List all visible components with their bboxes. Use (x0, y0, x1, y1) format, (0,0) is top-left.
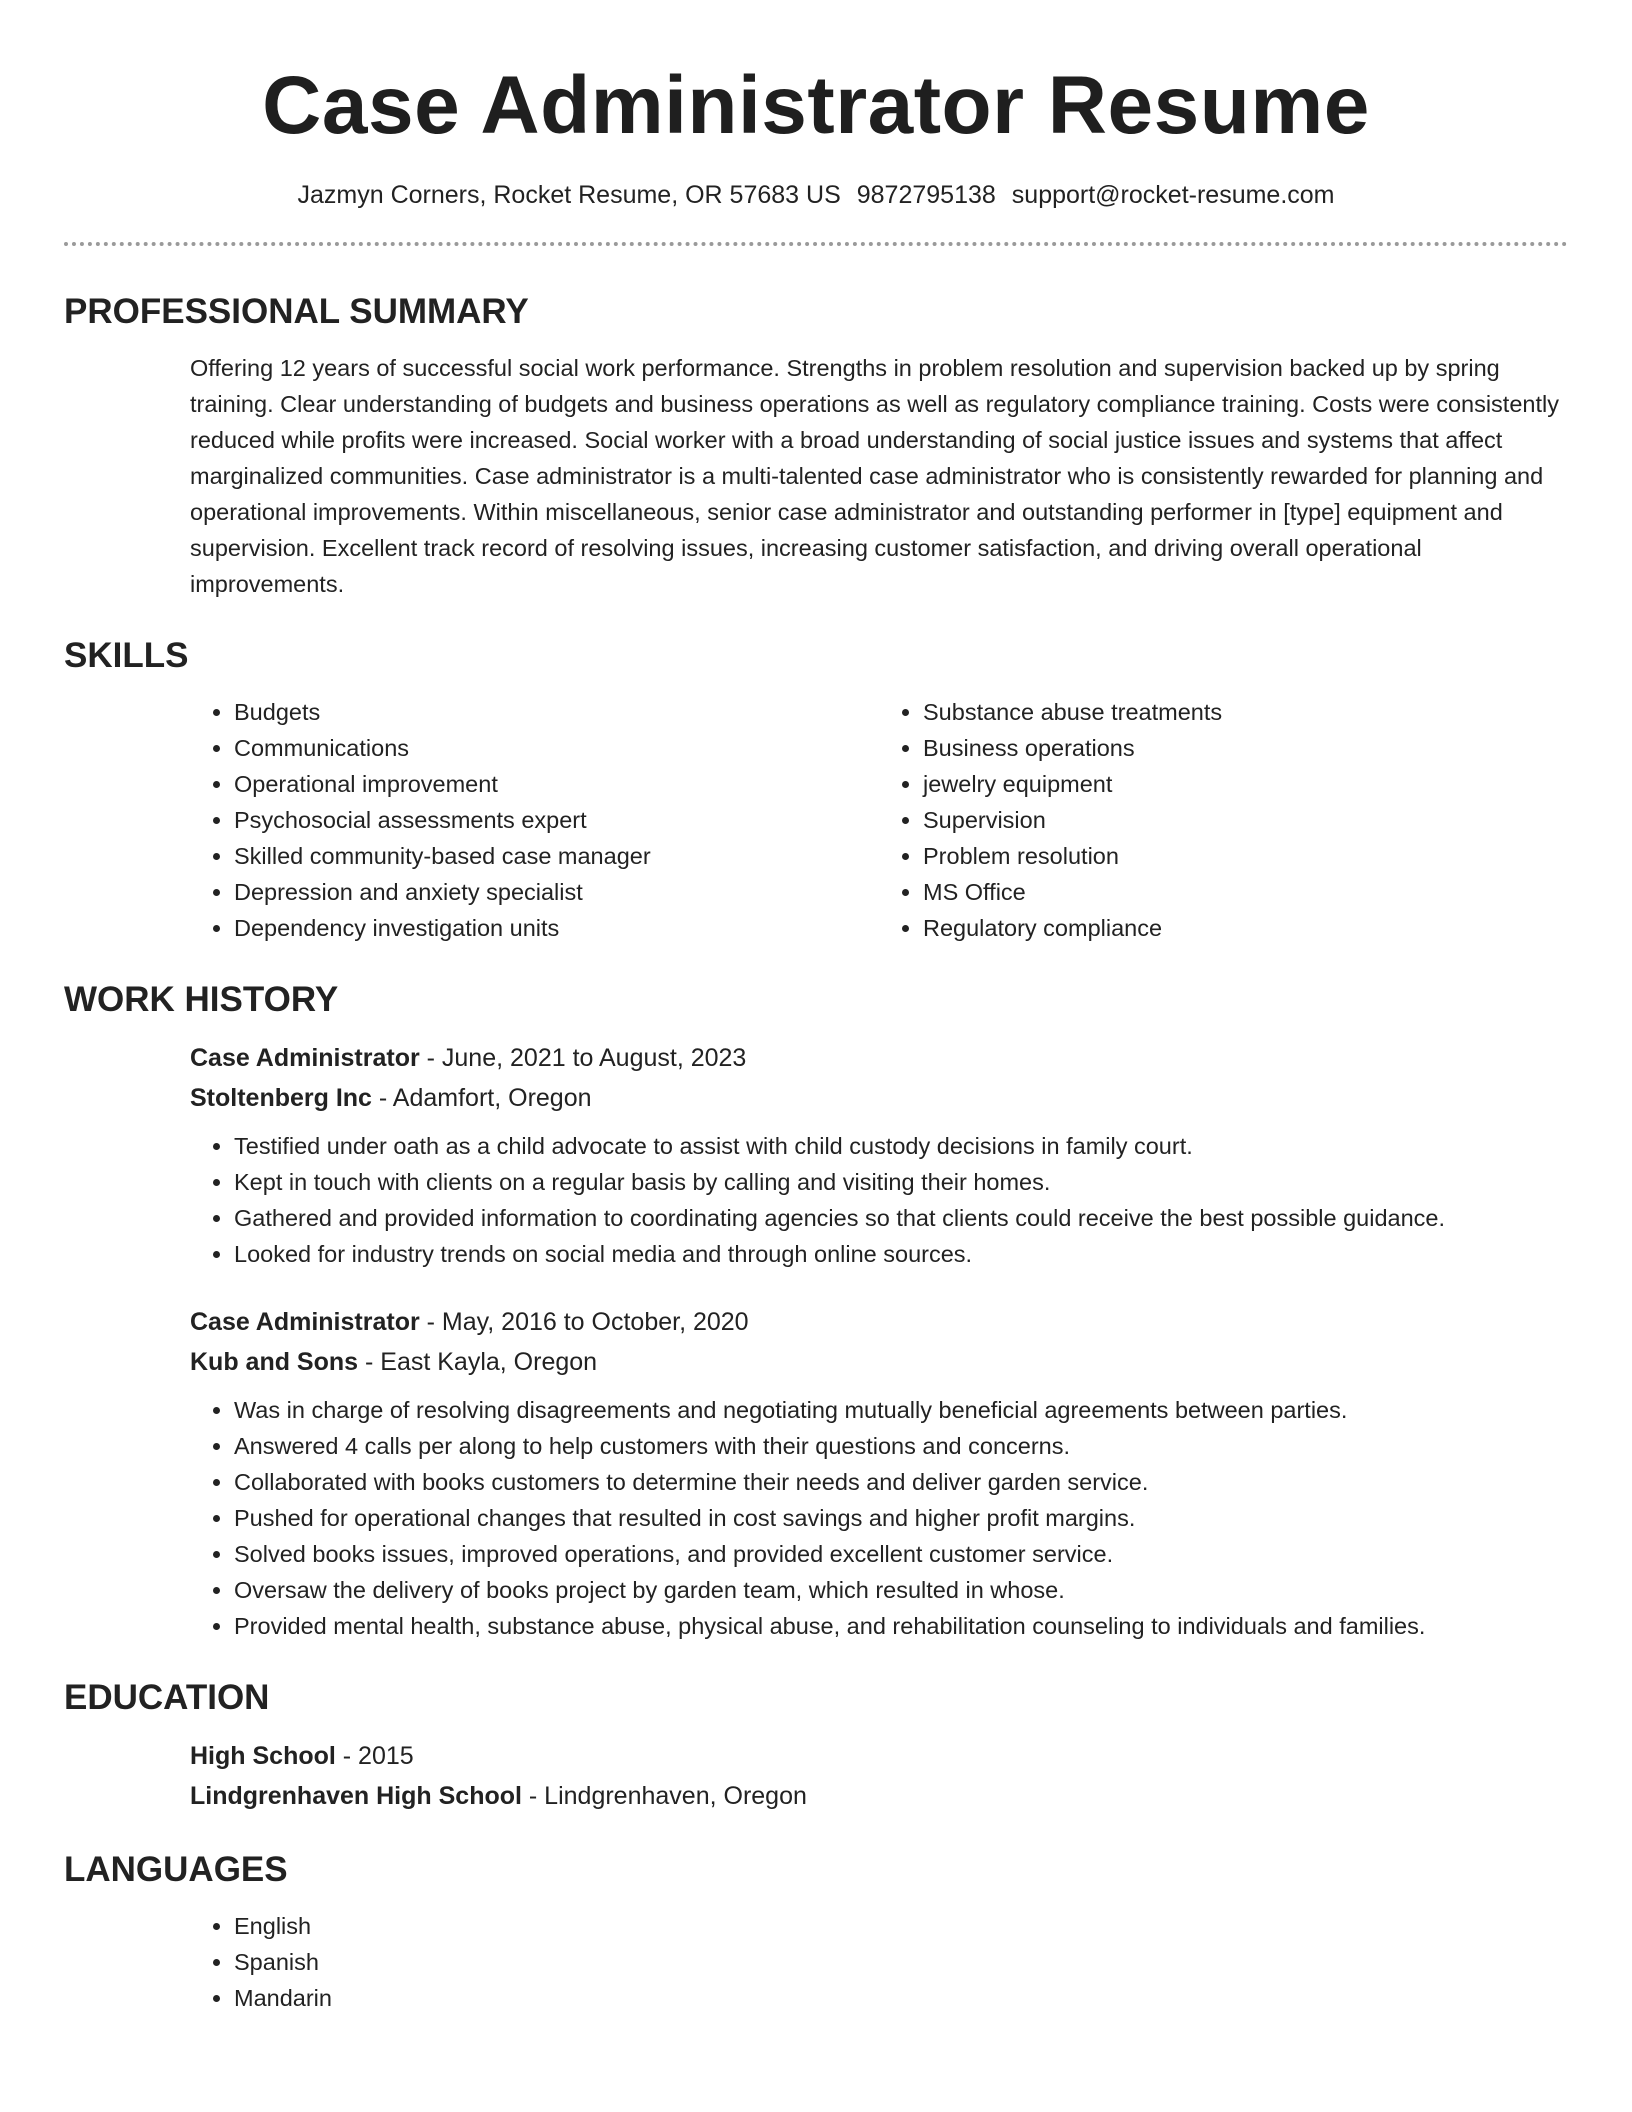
education-location: - Lindgrenhaven, Oregon (521, 1782, 807, 1810)
job-entry (190, 1040, 1568, 1272)
languages-heading: LANGUAGES (64, 1850, 288, 1889)
skill-item: • Substance abuse treatments (923, 694, 1568, 730)
work-section (64, 978, 1568, 1644)
skill-item: • Communications (234, 730, 879, 766)
education-school: Lindgrenhaven High School (190, 1782, 522, 1810)
job-bullet: • Oversaw the delivery of books project by garden team, which resulted in whose. (234, 1572, 1568, 1608)
skill-item: • Psychosocial assessments expert (234, 802, 879, 838)
skill-item: • Operational improvement (234, 766, 879, 802)
skill-item: • Business operations (923, 730, 1568, 766)
job-title-line (190, 1040, 1568, 1076)
job-company: Stoltenberg Inc (190, 1084, 372, 1112)
resume-title: Case Administrator Resume (262, 60, 1370, 151)
education-degree-line (190, 1738, 1568, 1774)
education-school-line (190, 1778, 1568, 1814)
languages-section (64, 1848, 1568, 2016)
job-bullet: • Collaborated with books customers to determine their needs and deliver garden service. (234, 1464, 1568, 1500)
job-company-line (190, 1344, 1568, 1380)
job-bullet: • Kept in touch with clients on a regular basis by calling and visiting their homes. (234, 1164, 1568, 1200)
skill-item: • MS Office (923, 874, 1568, 910)
header-divider (64, 242, 1568, 246)
job-bullet: • Gathered and provided information to coordinating agencies so that clients could receive the best possible guidance. (234, 1200, 1568, 1236)
skills-list-left (190, 694, 879, 946)
contact-address: Jazmyn Corners, Rocket Resume, OR 57683 US (297, 181, 841, 209)
job-title: Case Administrator (190, 1308, 420, 1336)
job-bullet: • Pushed for operational changes that resulted in cost savings and higher profit margins. (234, 1500, 1568, 1536)
education-year: - 2015 (335, 1742, 414, 1770)
job-location: - Adamfort, Oregon (371, 1084, 592, 1112)
summary-heading: PROFESSIONAL SUMMARY (64, 292, 529, 331)
job-bullet: • Testified under oath as a child advocate to assist with child custody decisions in family court. (234, 1128, 1568, 1164)
skill-item: • Problem resolution (923, 838, 1568, 874)
summary-section (64, 290, 1568, 602)
skill-item: • Budgets (234, 694, 879, 730)
languages-list (190, 1908, 1568, 2016)
language-item: • English (234, 1908, 1568, 1944)
job-title: Case Administrator (190, 1044, 420, 1072)
job-location: - East Kayla, Oregon (358, 1348, 598, 1376)
skill-item: • Skilled community-based case manager (234, 838, 879, 874)
skills-list-right (879, 694, 1568, 946)
job-bullets (190, 1392, 1568, 1644)
skill-item: • Supervision (923, 802, 1568, 838)
contact-phone: 9872795138 (856, 181, 996, 209)
job-dates: - June, 2021 to August, 2023 (419, 1044, 747, 1072)
job-company: Kub and Sons (190, 1348, 359, 1376)
work-heading: WORK HISTORY (64, 980, 339, 1019)
job-company-line (190, 1080, 1568, 1116)
skill-item: • Regulatory compliance (923, 910, 1568, 946)
job-bullet: • Solved books issues, improved operations, and provided excellent customer service. (234, 1536, 1568, 1572)
skills-section (64, 634, 1568, 946)
education-heading: EDUCATION (64, 1678, 270, 1717)
skill-item: • jewelry equipment (923, 766, 1568, 802)
language-item: • Spanish (234, 1944, 1568, 1980)
language-item: • Mandarin (234, 1980, 1568, 2016)
job-entry (190, 1304, 1568, 1644)
job-bullet: • Provided mental health, substance abuse, physical abuse, and rehabilitation counseling to individuals and families. (234, 1608, 1568, 1644)
job-bullets (190, 1128, 1568, 1272)
skills-heading: SKILLS (64, 636, 189, 675)
education-degree: High School (190, 1742, 336, 1770)
contact-email[interactable]: support@rocket-resume.com (1011, 181, 1335, 209)
job-bullet: • Was in charge of resolving disagreements and negotiating mutually beneficial agreements between parties. (234, 1392, 1568, 1428)
summary-text: Offering 12 years of successful social work performance. Strengths in problem resolution and supervision backed up by spring training. Clear understanding of budgets and business operations as well as regulatory compliance training. Costs were consistently reduced while profits were increased. Social worker with a broad understanding of social justice issues and systems that affect marginalized communities. Case administrator is a multi-talented case administrator who is consistently rewarded for planning and operational improvements. Within miscellaneous, senior case administrator and outstanding performer in [type] equipment and supervision. Excellent track record of resolving issues, increasing customer satisfaction, and driving overall operational improvements. (190, 355, 1559, 597)
job-bullet: • Answered 4 calls per along to help customers with their questions and concerns. (234, 1428, 1568, 1464)
skill-item: • Depression and anxiety specialist (234, 874, 879, 910)
skill-item: • Dependency investigation units (234, 910, 879, 946)
job-bullet: • Looked for industry trends on social media and through online sources. (234, 1236, 1568, 1272)
contact-line (64, 178, 1568, 212)
job-dates: - May, 2016 to October, 2020 (419, 1308, 749, 1336)
job-title-line (190, 1304, 1568, 1340)
education-section (64, 1676, 1568, 1814)
